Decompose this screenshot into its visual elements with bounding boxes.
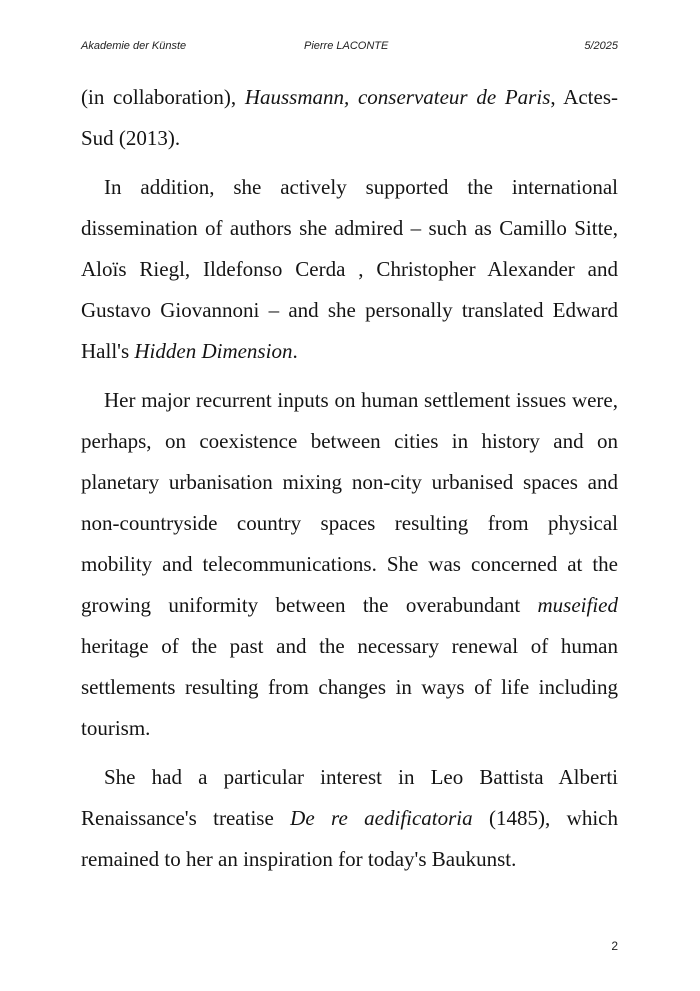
paragraph-text: .: [292, 339, 298, 363]
book-title: Hidden Dimension: [134, 339, 293, 363]
header-date: 5/2025: [584, 40, 618, 52]
book-title: De re aedificatoria: [290, 806, 473, 830]
emphasis-term: museified: [537, 593, 618, 617]
paragraph-dissemination: [81, 167, 618, 372]
paragraph-text: (1485), which remained to her an inspiration for today's Baukunst.: [81, 806, 618, 871]
paragraph-text: She had a particular interest in Leo Battista Alberti Renaissance's treatise: [81, 765, 618, 830]
paragraph-settlement-issues: [81, 380, 618, 749]
page-header: [81, 40, 618, 56]
header-institution: Akademie der Künste: [81, 40, 187, 52]
paragraph-text: In addition, she actively supported the international dissemination of authors she admired – such as Camillo Sitte, Aloïs Riegl, Ildefonso Cerda , Christopher Alexander and Gustavo Giovannoni – and she personally translated Edward Hall's: [81, 175, 618, 363]
paragraph-text: heritage of the past and the necessary renewal of human settlements resulting from changes in ways of life including tourism.: [81, 634, 618, 740]
document-body: [81, 77, 618, 888]
paragraph-text: Her major recurrent inputs on human settlement issues were, perhaps, on coexistence between cities in history and on planetary urbanisation mixing non-city urbanised spaces and non-countryside country spaces resulting from physical mobility and telecommunications. She was concerned at the growing uniformity between the overabundant: [81, 388, 618, 617]
header-author: Pierre LACONTE: [304, 40, 389, 52]
book-title: Haussmann, conservateur de Paris: [244, 85, 551, 109]
paragraph-continuation: [81, 77, 618, 159]
page-number: 2: [611, 939, 618, 953]
paragraph-text: (in collaboration),: [81, 85, 245, 109]
paragraph-text: , Actes-Sud (2013).: [81, 85, 618, 150]
paragraph-alberti: [81, 757, 618, 880]
